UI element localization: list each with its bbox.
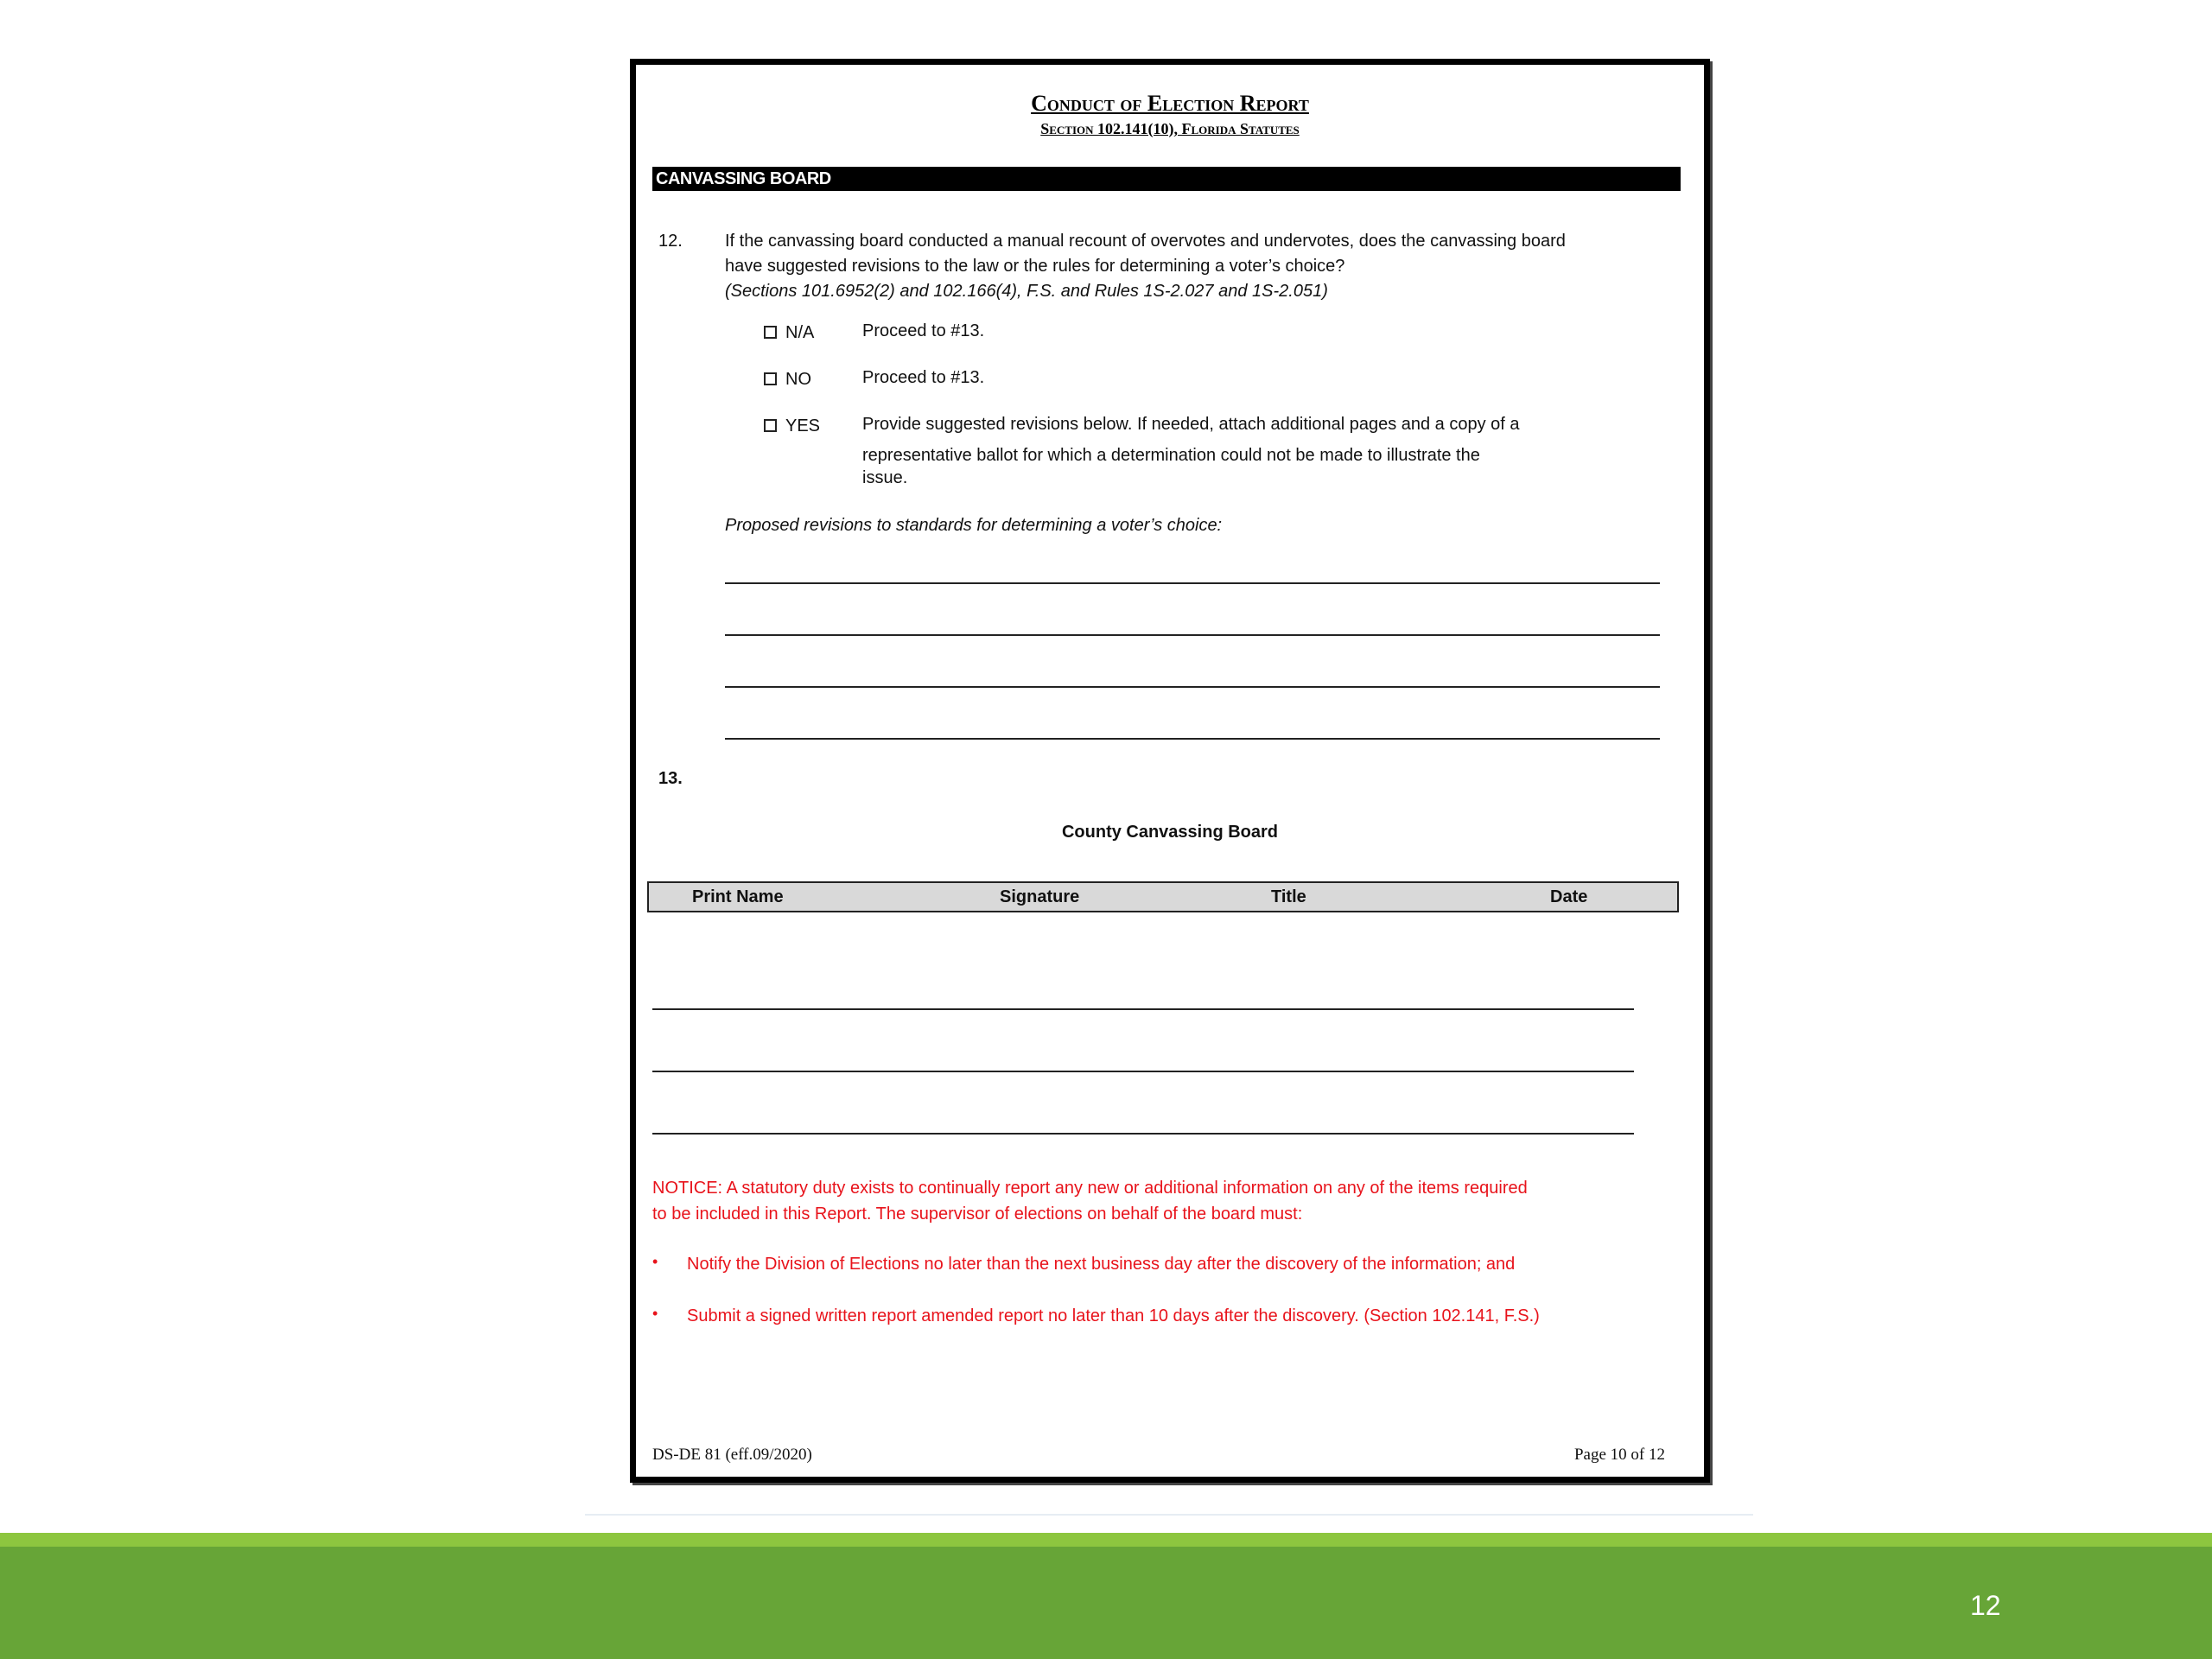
- question-line: If the canvassing board conducted a manual recount of overvotes and undervotes, does the canvassing board: [725, 232, 1566, 251]
- signature-line[interactable]: [652, 1133, 1634, 1135]
- option-text-line: Provide suggested revisions below. If needed, attach additional pages and a copy of a: [862, 415, 1520, 434]
- question-text: [725, 229, 1684, 304]
- slide-number: 12: [1970, 1590, 2001, 1621]
- question-citation: (Sections 101.6952(2) and 102.166(4), F.S. and Rules 1S-2.027 and 1S-2.051): [725, 282, 1328, 301]
- option-text: Proceed to #13.: [862, 321, 985, 340]
- answer-line[interactable]: [725, 582, 1660, 584]
- option-text-line: representative ballot for which a determination could not be made to illustrate the: [862, 446, 1480, 465]
- form-id: DS-DE 81 (eff.09/2020): [652, 1446, 812, 1464]
- option-text: Proceed to #13.: [862, 368, 985, 387]
- page-title: Conduct of Election Report: [1031, 91, 1309, 116]
- question-number: 13.: [658, 769, 683, 788]
- option-no[interactable]: [764, 370, 811, 390]
- divider: [585, 1514, 1753, 1516]
- checkbox[interactable]: [764, 372, 777, 385]
- footer-bar-accent: [0, 1533, 2212, 1547]
- option-na[interactable]: [764, 323, 814, 343]
- answer-line[interactable]: [725, 738, 1660, 740]
- column-header: Print Name: [692, 887, 784, 906]
- question-line: have suggested revisions to the law or the rules for determining a voter’s choice?: [725, 257, 1345, 276]
- notice-bullet: [652, 1253, 1689, 1274]
- option-label: N/A: [785, 323, 815, 342]
- page-subtitle: Section 102.141(10), Florida Statutes: [1040, 120, 1300, 137]
- page-number: Page 10 of 12: [1573, 1446, 1665, 1464]
- question-number: 12.: [658, 232, 683, 251]
- bullet-icon: •: [652, 1253, 658, 1270]
- form-page: [630, 59, 1710, 1483]
- answer-line[interactable]: [725, 686, 1660, 688]
- footer-bar: [0, 1533, 2212, 1659]
- column-header: Signature: [1000, 887, 1080, 906]
- bullet-text: Submit a signed written report amended report no later than 10 days after the discovery. (Section 102.141, F.S.): [687, 1306, 1540, 1325]
- revisions-prompt: Proposed revisions to standards for determining a voter’s choice:: [725, 516, 1223, 535]
- board-title: County Canvassing Board: [1061, 823, 1279, 842]
- option-text: [862, 412, 1640, 487]
- answer-line[interactable]: [725, 634, 1660, 636]
- section-header: CANVASSING BOARD: [652, 167, 1681, 191]
- notice-text: [652, 1175, 1689, 1227]
- option-label: YES: [785, 416, 821, 435]
- bullet-icon: •: [652, 1305, 658, 1322]
- signature-line[interactable]: [652, 1008, 1634, 1010]
- column-header: Title: [1271, 887, 1306, 906]
- option-label: NO: [785, 370, 811, 389]
- column-header: Date: [1550, 887, 1588, 906]
- notice-line: to be included in this Report. The supervisor of elections on behalf of the board must:: [652, 1205, 1303, 1224]
- bullet-text: Notify the Division of Elections no later than the next business day after the discovery of the information; and: [687, 1255, 1516, 1274]
- option-text-line: issue.: [862, 468, 908, 487]
- checkbox[interactable]: [764, 326, 777, 339]
- checkbox[interactable]: [764, 419, 777, 432]
- signature-line[interactable]: [652, 1071, 1634, 1072]
- signature-table-header: [647, 881, 1679, 912]
- notice-line: NOTICE: A statutory duty exists to continually report any new or additional information on any of the items required: [652, 1179, 1528, 1198]
- option-yes[interactable]: [764, 416, 820, 436]
- notice-bullet: [652, 1305, 1689, 1323]
